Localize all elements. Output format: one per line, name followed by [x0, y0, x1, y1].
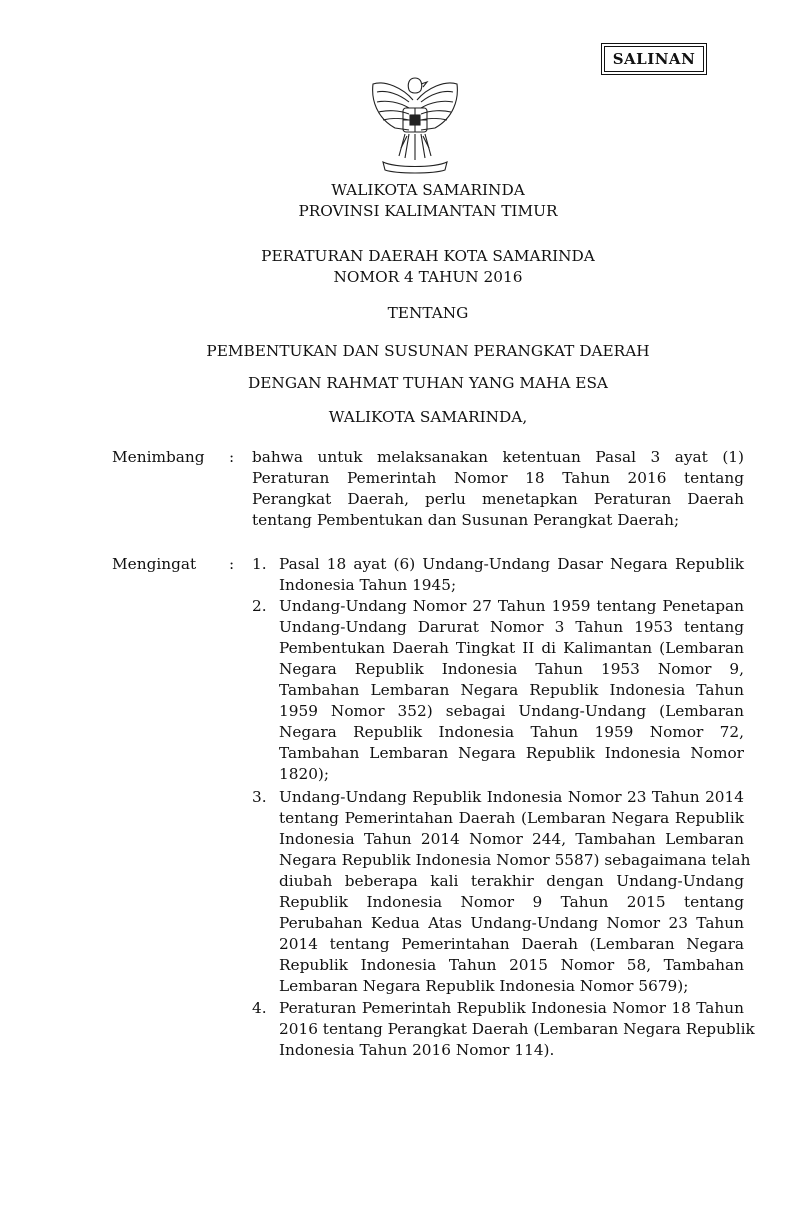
item-line: Negara Republik Indonesia Tahun 1959 Nomor 72,	[279, 723, 744, 741]
item-line: 1820);	[279, 765, 330, 783]
item-line: Indonesia Tahun 2014 Nomor 244, Tambahan Lembaran	[279, 830, 744, 848]
item-line: Indonesia Tahun 2016 Nomor 114).	[279, 1041, 555, 1059]
menimbang-line: Peraturan Pemerintah Nomor 18 Tahun 2016 tentang	[252, 469, 744, 487]
menimbang-line: Perangkat Daerah, perlu menetapkan Peraturan Daerah	[252, 490, 744, 508]
menimbang-line: tentang Pembentukan dan Susunan Perangkat Daerah;	[252, 511, 680, 529]
item-line: Tambahan Lembaran Negara Republik Indonesia Nomor	[279, 744, 744, 762]
item-line: 2014 tentang Pemerintahan Daerah (Lembaran Negara	[279, 935, 744, 953]
item-line: Negara Republik Indonesia Tahun 1953 Nomor 9,	[279, 660, 744, 678]
item-line: Republik Indonesia Tahun 2015 Nomor 58, Tambahan	[279, 956, 744, 974]
item-line: 1959 Nomor 352) sebagai Undang-Undang (Lembaran	[279, 702, 744, 720]
item-body	[279, 787, 751, 997]
garuda-emblem-icon	[365, 70, 465, 180]
menimbang-line: bahwa untuk melaksanakan ketentuan Pasal 3 ayat (1)	[252, 448, 744, 466]
item-line: Tambahan Lembaran Negara Republik Indonesia Tahun	[279, 681, 744, 699]
salinan-stamp	[601, 43, 707, 75]
item-line: Undang-Undang Darurat Nomor 3 Tahun 1953 tentang	[279, 618, 744, 636]
item-line: Undang-Undang Nomor 27 Tahun 1959 tentang Penetapan	[279, 597, 744, 615]
item-body	[279, 998, 755, 1061]
regulation-subject: PEMBENTUKAN DAN SUSUNAN PERANGKAT DAERAH	[206, 342, 650, 360]
item-line: diubah beberapa kali terakhir dengan Undang-Undang	[279, 872, 744, 890]
blessing-line: DENGAN RAHMAT TUHAN YANG MAHA ESA	[248, 374, 608, 392]
item-line: Perubahan Kedua Atas Undang-Undang Nomor 23 Tahun	[279, 914, 744, 932]
menimbang-paragraph	[252, 447, 744, 531]
regulation-title: PERATURAN DAERAH KOTA SAMARINDA	[261, 247, 595, 265]
item-line: 2016 tentang Perangkat Daerah (Lembaran Negara Republik	[279, 1020, 755, 1038]
mengingat-label: Mengingat	[112, 555, 197, 573]
regulation-about: TENTANG	[387, 304, 469, 322]
item-body	[279, 554, 744, 596]
menimbang-label: Menimbang	[112, 448, 205, 466]
issuer-line: WALIKOTA SAMARINDA,	[328, 408, 528, 426]
header-line-2: PROVINSI KALIMANTAN TIMUR	[298, 202, 558, 220]
item-line: Indonesia Tahun 1945;	[279, 576, 457, 594]
item-line: Pembentukan Daerah Tingkat II di Kalimantan (Lembaran	[279, 639, 744, 657]
header-line-1: WALIKOTA SAMARINDA	[331, 181, 525, 199]
item-line: Peraturan Pemerintah Republik Indonesia Nomor 18 Tahun	[279, 999, 744, 1017]
item-number: 3.	[252, 788, 267, 806]
mengingat-colon: :	[229, 555, 235, 573]
item-line: Republik Indonesia Nomor 9 Tahun 2015 tentang	[279, 893, 744, 911]
item-number: 4.	[252, 999, 267, 1017]
item-number: 2.	[252, 597, 267, 615]
item-line: Lembaran Negara Republik Indonesia Nomor 5679);	[279, 977, 689, 995]
item-number: 1.	[252, 555, 267, 573]
regulation-number: NOMOR 4 TAHUN 2016	[333, 268, 523, 286]
item-line: Undang-Undang Republik Indonesia Nomor 23 Tahun 2014	[279, 788, 744, 806]
item-line: Negara Republik Indonesia Nomor 5587) sebagaimana telah	[279, 851, 751, 869]
item-line: tentang Pemerintahan Daerah (Lembaran Negara Republik	[279, 809, 744, 827]
item-body	[279, 596, 744, 785]
menimbang-colon: :	[229, 448, 235, 466]
salinan-label: SALINAN	[604, 46, 704, 72]
item-line: Pasal 18 ayat (6) Undang-Undang Dasar Negara Republik	[279, 555, 744, 573]
